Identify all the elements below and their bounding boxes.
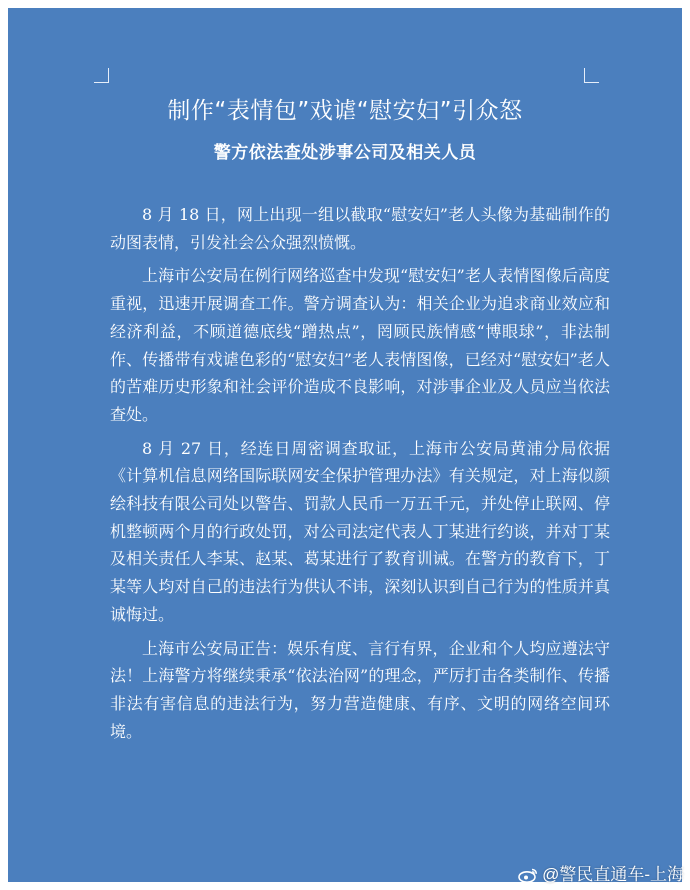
page-corner-mark-right xyxy=(584,68,599,83)
paragraph: 上海市公安局正告：娱乐有度、言行有界，企业和个人均应遵法守法！上海警方将继续秉承“依法治网”的理念，严厉打击各类制作、传播非法有害信息的违法行为，努力营造健康、有序、文明的网络空间环境。 xyxy=(110,638,610,741)
paragraph: 上海市公安局在例行网络巡查中发现“慰安妇”老人表情图像后高度重视，迅速开展调查工作。警方调查认为：相关企业为追求商业效应和经济利益，不顾道德底线“蹭热点”，罔顾民族情感“博眼球”，非法制作、传播带有戏谑色彩的“慰安妇”老人表情图像，已经对“慰安妇”老人的苦难历史形象和社会评价造成不良影响，对涉事企业及人员应当依法查处。 xyxy=(110,266,610,424)
paragraph: 8 月 18 日，网上出现一组以截取“慰安妇”老人头像为基础制作的动图表情，引发社会公众强烈愤慨。 xyxy=(110,205,610,252)
document-body xyxy=(110,201,610,751)
weibo-watermark xyxy=(518,864,684,886)
document-page xyxy=(8,8,682,882)
watermark-text: @警民直通车-上海 xyxy=(542,865,684,884)
paragraph: 8 月 27 日，经连日周密调查取证，上海市公安局黄浦分局依据《计算机信息网络国际联网安全保护管理办法》有关规定，对上海似颜绘科技有限公司处以警告、罚款人民币一万五千元，并处停止联网、停机整顿两个月的行政处罚，对公司法定代表人丁某进行约谈，并对丁某及相关责任人李某、赵某、葛某进行了教育训诫。在警方的教育下，丁某等人均对自己的违法行为供认不讳，深刻认识到自己行为的性质并真诚悔过。 xyxy=(110,438,610,624)
weibo-icon xyxy=(518,867,538,883)
page-corner-mark-left xyxy=(94,68,109,83)
document-subtitle: 警方依法查处涉事公司及相关人员 xyxy=(213,143,477,163)
document-title: 制作“表情包”戏谑“慰安妇”引众怒 xyxy=(167,98,523,124)
